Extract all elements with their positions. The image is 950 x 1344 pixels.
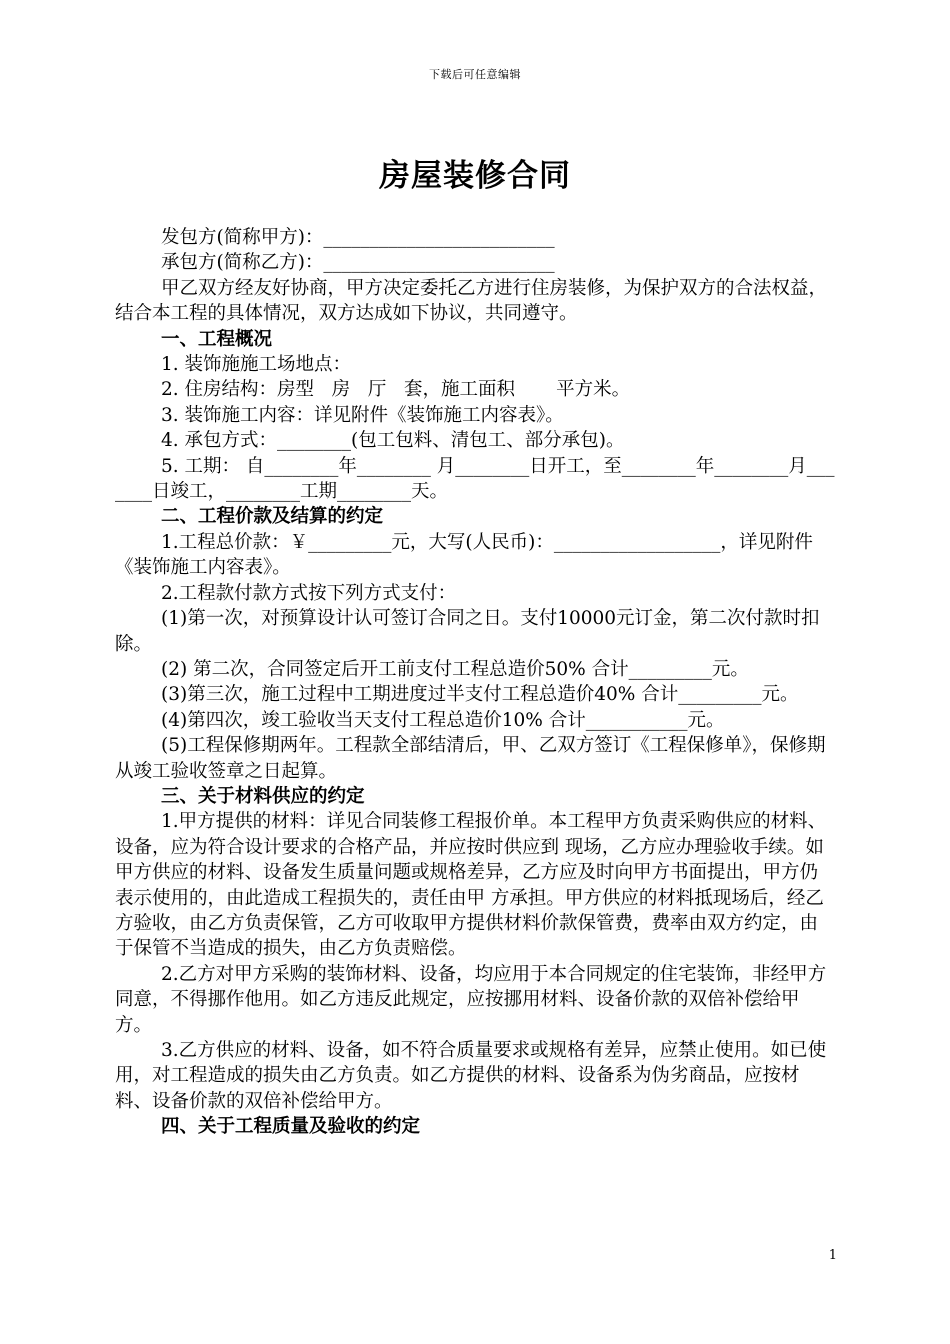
paragraph: 2. 住房结构：房型 房 厅 套，施工面积 平方米。 [161,379,631,401]
paragraph: 1.工程总价款：￥_________元，大写(人民币)：__________________，详见附件《装饰施工内容表》。 [115,531,813,579]
paragraph: 1.甲方提供的材料：详见合同装修工程报价单。本工程甲方负责采购供应的材料、设备，应为符合设计要求的合格产品，并应按时供应到 现场，乙方应办理验收手续。如甲方供应的材料、设备发生质量问题或规格差异，乙方应及时向甲方书面提出，甲方仍表示使用的，由此造成工程损失的，责任由甲 方承担。甲方供应的材料抵现场后，经乙方验收，由乙方负责保管，乙方可收取甲方提供材料价款保管费，费率由双方约定，由于保管不当造成的损失，由乙方负责赔偿。 [115,811,827,960]
page-number: 1 [828,1248,837,1263]
section-heading: 三、关于材料供应的约定 [161,785,365,807]
paragraph: 2.工程款付款方式按下列方式支付： [161,582,457,604]
header-note: 下载后可任意编辑 [429,68,521,81]
paragraph: (5)工程保修期两年。工程款全部结清后，甲、乙双方签订《工程保修单》，保修期从竣工验收签章之日起算。 [115,735,826,782]
paragraph: 4. 承包方式：________(包工包料、清包工、部分承包)。 [161,430,625,452]
paragraph: 2.乙方对甲方采购的装饰材料、设备，均应用于本合同规定的住宅装饰，非经甲方同意，不得挪作他用。如乙方违反此规定，应按挪用材料、设备价款的双倍补偿给甲方。 [115,963,827,1036]
document-title: 房屋装修合同 [379,158,571,194]
paragraph: 承包方(简称乙方)：_________________________ [161,252,555,274]
paragraph: 3.乙方供应的材料、设备，如不符合质量要求或规格有差异，应禁止使用。如已使用，对工程造成的损失由乙方负责。如乙方提供的材料、设备系为伪劣商品，应按材料、设备价款的双倍补偿给甲方。 [115,1040,827,1112]
section-heading: 一、工程概况 [161,328,273,350]
paragraph: 5. 工期： 自________年________ 月________日开工，至________年________月_______日竣工，________工期________天。 [115,455,835,503]
section-heading: 四、关于工程质量及验收的约定 [161,1116,421,1138]
paragraph: 甲乙双方经友好协商，甲方决定委托乙方进行住房装修，为保护双方的合法权益，结合本工程的具体情况，双方达成如下协议，共同遵守。 [115,277,828,325]
paragraph: (3)第三次，施工过程中工期进度过半支付工程总造价40% 合计_________元。 [161,684,799,706]
paragraph: 1. 装饰施施工场地点： [161,354,352,376]
paragraph: (4)第四次，竣工验收当天支付工程总造价10% 合计___________元。 [161,709,725,731]
section-heading: 二、工程价款及结算的约定 [161,506,384,528]
paragraph: 3. 装饰施工内容：详见附件《装饰施工内容表》。 [161,404,564,426]
contract-body [115,225,835,1140]
paragraph: 发包方(简称甲方)：_________________________ [161,227,555,248]
paragraph: (1)第一次，对预算设计认可签订合同之日。支付10000元订金，第二次付款时扣除。 [115,608,820,655]
paragraph: (2) 第二次，合同签定后开工前支付工程总造价50% 合计_________元。 [161,658,749,680]
